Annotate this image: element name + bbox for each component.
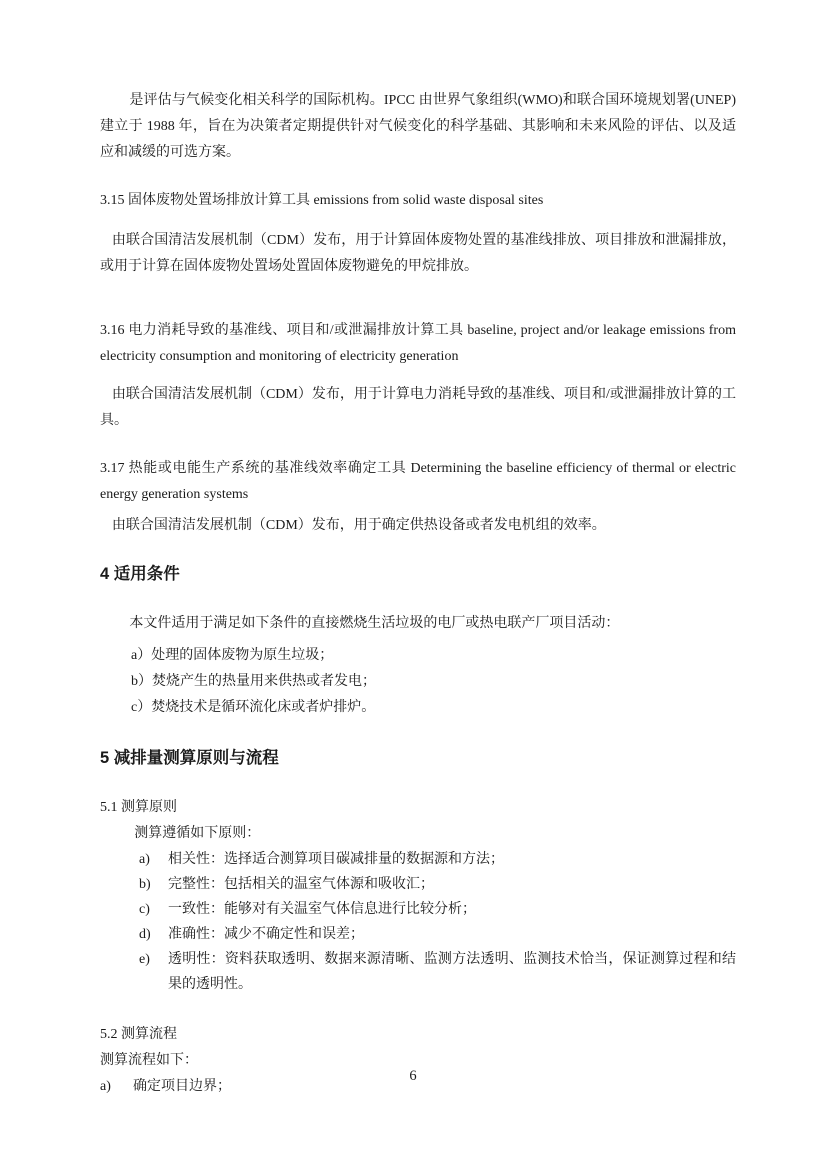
paragraph-ipcc-description: 是评估与气候变化相关科学的国际机构。IPCC 由世界气象组织(WMO)和联合国环境规划署(UNEP)建立于 1988 年，旨在为决策者定期提供针对气候变化的科学基础、其影响和未来风险的评估、以及适应和减缓的可选方案。 [100,93,736,160]
list-item-marker: a) [100,1079,111,1094]
list-item-text: 完整性：包括相关的温室气体源和吸收汇； [168,877,434,892]
list-item-marker: e) [139,952,150,967]
list-item: b）焚烧产生的热量用来供热或者发电； [131,674,376,689]
list-item [139,922,736,947]
list-item [139,947,736,997]
list-item [139,847,736,872]
list-item-marker: c) [139,902,150,917]
term-3-15-body: 由联合国清洁发展机制（CDM）发布，用于计算固体废物处置的基准线排放、项目排放和泄漏排放，或用于计算在固体废物处置场处置固体废物避免的甲烷排放。 [100,233,736,274]
page-number: 6 [409,1068,417,1084]
list-item-text: 确定项目边界； [133,1079,231,1094]
section-5-1-intro: 测算遵循如下原则： [134,826,261,841]
list-item-text: 准确性：减少不确定性和误差； [168,927,364,942]
list-item-text: 透明性：资料获取透明、数据来源清晰、监测方法透明、监测技术恰当，保证测算过程和结果的透明性。 [168,952,736,992]
term-3-17-body: 由联合国清洁发展机制（CDM）发布，用于确定供热设备或者发电机组的效率。 [111,518,606,533]
list-item: a）处理的固体废物为原生垃圾； [131,648,334,663]
document-content [100,88,736,1100]
list-item-text: 相关性：选择适合测算项目碳减排量的数据源和方法； [168,852,504,867]
section-4-intro: 本文件适用于满足如下条件的直接燃烧生活垃圾的电厂或热电联产厂项目活动： [129,616,620,631]
list-item [139,872,736,897]
section-5-2-intro: 测算流程如下： [100,1053,198,1068]
list-item-marker: d) [139,927,151,942]
section-5-2-heading: 5.2 测算流程 [100,1027,177,1042]
section-4-condition-list [100,643,736,721]
term-3-15-heading: 3.15 固体废物处置场排放计算工具 emissions from solid waste disposal sites [100,193,544,208]
term-3-16-heading: 3.16 电力消耗导致的基准线、项目和/或泄漏排放计算工具 baseline, project and/or leakage emissions from electricity consumption and monitoring of electricity generation [100,323,736,364]
chapter-5-heading: 5 减排量测算原则与流程 [100,749,279,767]
chapter-4-heading: 4 适用条件 [100,565,180,583]
list-item-text: 一致性：能够对有关温室气体信息进行比较分析； [168,902,476,917]
list-item: c）焚烧技术是循环流化床或者炉排炉。 [131,700,376,715]
list-item-marker: a) [139,852,150,867]
term-3-17-heading: 3.17 热能或电能生产系统的基准线效率确定工具 Determining the baseline efficiency of thermal or electric energy generation systems [100,461,736,502]
list-item [139,897,736,922]
section-5-1-principle-list [100,847,736,997]
term-3-16-body: 由联合国清洁发展机制（CDM）发布，用于计算电力消耗导致的基准线、项目和/或泄漏排放计算的工具。 [100,387,736,428]
section-5-1-heading: 5.1 测算原则 [100,800,177,815]
list-item-marker: b) [139,877,151,892]
